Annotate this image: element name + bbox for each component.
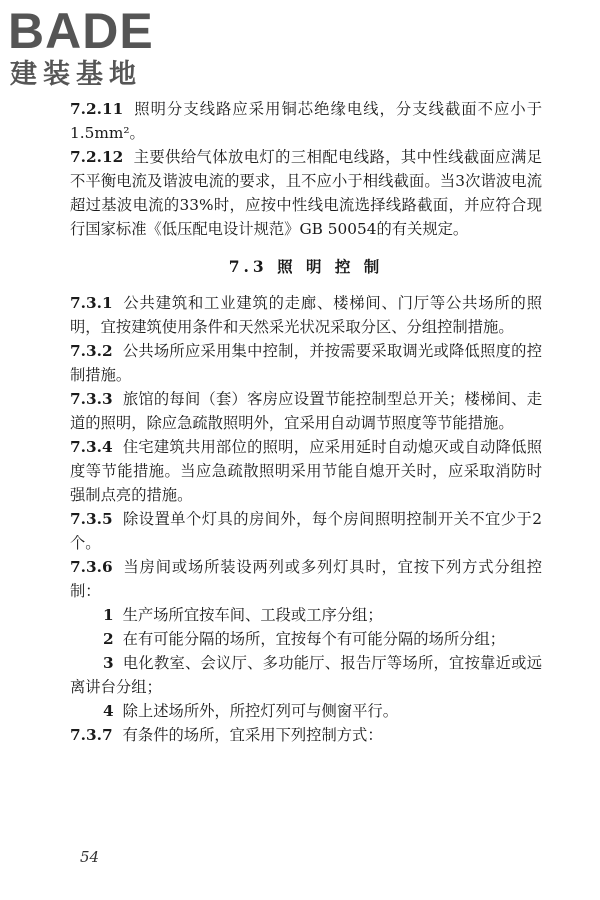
list-item: [70, 603, 542, 627]
logo-subtitle: 建装基地: [10, 59, 142, 90]
clause-text: 公共建筑和工业建筑的走廊、楼梯间、门厅等公共场所的照明，宜按建筑使用条件和天然采光状况采取分区、分组控制措施。: [70, 294, 542, 336]
page-number: 54: [80, 848, 100, 866]
clause-7-2-11: [70, 97, 542, 145]
list-item: [70, 651, 542, 699]
section-title-text: 照 明 控 制: [277, 257, 384, 276]
clause-7-3-5: [70, 507, 542, 555]
item-number: 3: [103, 654, 114, 672]
clause-number: 7.3.1: [70, 294, 113, 312]
clause-text: 有条件的场所，宜采用下列控制方式：: [122, 726, 383, 744]
clause-7-3-1: [70, 291, 542, 339]
list-item: [70, 627, 542, 651]
clause-7-2-12: [70, 145, 542, 241]
section-number: 7.3: [228, 257, 268, 276]
item-text: 电化教室、会议厅、多功能厅、报告厅等场所，宜按靠近或远离讲台分组；: [70, 654, 542, 696]
item-number: 1: [103, 606, 114, 624]
item-text: 在有可能分隔的场所，宜按每个有可能分隔的场所分组；: [122, 630, 506, 648]
clause-text: 公共场所应采用集中控制，并按需要采取调光或降低照度的控制措施。: [70, 342, 542, 384]
clause-text: 当房间或场所装设两列或多列灯具时，宜按下列方式分组控制：: [70, 558, 542, 600]
clause-number: 7.3.2: [70, 342, 113, 360]
clause-text: 主要供给气体放电灯的三相配电线路，其中性线截面应满足不平衡电流及谐波电流的要求，且不应小于相线截面。当3次谐波电流超过基波电流的33%时，应按中性线电流选择线路截面，并应符合现行国家标准《低压配电设计规范》GB 50054的有关规定。: [70, 148, 542, 238]
brand-logo: [8, 3, 178, 90]
clause-number: 7.3.3: [70, 390, 113, 408]
list-item: [70, 699, 542, 723]
item-number: 2: [103, 630, 114, 648]
section-heading: [70, 255, 542, 279]
document-body: [70, 97, 542, 747]
logo-brand-text: BADE: [8, 3, 154, 59]
clause-number: 7.2.11: [70, 100, 124, 118]
clause-text: 旅馆的每间（套）客房应设置节能控制型总开关；楼梯间、走道的照明，除应急疏散照明外，宜采用自动调节照度等节能措施。: [70, 390, 542, 432]
clause-number: 7.3.5: [70, 510, 113, 528]
item-number: 4: [103, 702, 114, 720]
clause-text: 除设置单个灯具的房间外，每个房间照明控制开关不宜少于2个。: [70, 510, 542, 552]
clause-number: 7.3.7: [70, 726, 113, 744]
clause-number: 7.2.12: [70, 148, 124, 166]
clause-7-3-2: [70, 339, 542, 387]
item-text: 生产场所宜按车间、工段或工序分组；: [122, 606, 383, 624]
clause-text: 照明分支线路应采用铜芯绝缘电线，分支线截面不应小于1.5mm²。: [70, 100, 542, 142]
clause-7-3-4: [70, 435, 542, 507]
clause-number: 7.3.4: [70, 438, 113, 456]
clause-7-3-6: [70, 555, 542, 603]
clause-number: 7.3.6: [70, 558, 113, 576]
clause-text: 住宅建筑共用部位的照明，应采用延时自动熄灭或自动降低照度等节能措施。当应急疏散照明采用节能自熄开关时，应采取消防时强制点亮的措施。: [70, 438, 542, 504]
item-text: 除上述场所外，所控灯列可与侧窗平行。: [122, 702, 399, 720]
clause-7-3-7: [70, 723, 542, 747]
clause-7-3-3: [70, 387, 542, 435]
